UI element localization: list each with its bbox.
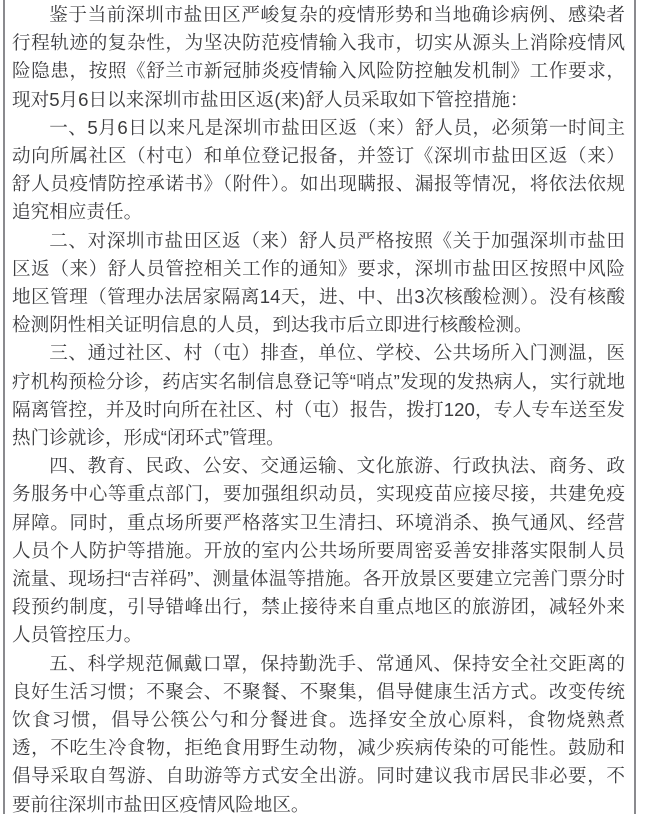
intro-paragraph: 鉴于当前深圳市盐田区严峻复杂的疫情形势和当地确诊病例、感染者行程轨迹的复杂性，为坚决防范疫情输入我市，切实从源头上消除疫情风险隐患，按照《舒兰市新冠肺炎疫情输入风险防控触发机制》工作要求，现对5月6日以来深圳市盐田区返(来)舒人员采取如下管控措施： [12, 4, 625, 110]
right-border-rule [634, 0, 636, 814]
measure-paragraph-5: 五、科学规范佩戴口罩，保持勤洗手、常通风、保持安全社交距离的良好生活习惯；不聚会、不聚餐、不聚集，倡导健康生活方式。改变传统饮食习惯，倡导公筷公勺和分餐进食。选择安全放心原料，食物烧熟煮透，不吃生冷食物，拒绝食用野生动物，减少疾病传染的可能性。鼓励和倡导采取自驾游、自助游等方式安全出游。同时建议我市居民非必要，不要前往深圳市盐田区疫情风险地区。 [12, 652, 625, 814]
left-border-rule [3, 0, 5, 814]
measure-paragraph-4: 四、教育、民政、公安、交通运输、文化旅游、行政执法、商务、政务服务中心等重点部门，要加强组织动员，实现疫苗应接尽接，共建免疫屏障。同时，重点场所要严格落实卫生清扫、环境消杀、换气通风、经营人员个人防护等措施。开放的室内公共场所要周密妥善安排落实限制人员流量、现场扫“吉祥码”、测量体温等措施。各开放景区要建立完善门票分时段预约制度，引导错峰出行，禁止接待来自重点地区的旅游团，减轻外来人员管控压力。 [12, 455, 625, 646]
measure-paragraph-1: 一、5月6日以来凡是深圳市盐田区返（来）舒人员，必须第一时间主动向所属社区（村屯）和单位登记报备，并签订《深圳市盐田区返（来）舒人员疫情防控承诺书》（附件）。如出现瞒报、漏报等情况，将依法依规追究相应责任。 [12, 116, 625, 223]
measure-paragraph-2: 二、对深圳市盐田区返（来）舒人员严格按照《关于加强深圳市盐田区返（来）舒人员管控相关工作的通知》要求，深圳市盐田区按照中风险地区管理（管理办法居家隔离14天，进、中、出3次核酸检测）。没有核酸检测阴性相关证明信息的人员，到达我市后立即进行核酸检测。 [12, 229, 625, 336]
measure-paragraph-3: 三、通过社区、村（屯）排查，单位、学校、公共场所入门测温，医疗机构预检分诊，药店实名制信息登记等“哨点”发现的发热病人，实行就地隔离管控，并及时向所在社区、村（屯）报告，拨打120，专人专车送至发热门诊就诊，形成“闭环式”管理。 [12, 342, 625, 449]
notice-body [12, 1, 625, 814]
